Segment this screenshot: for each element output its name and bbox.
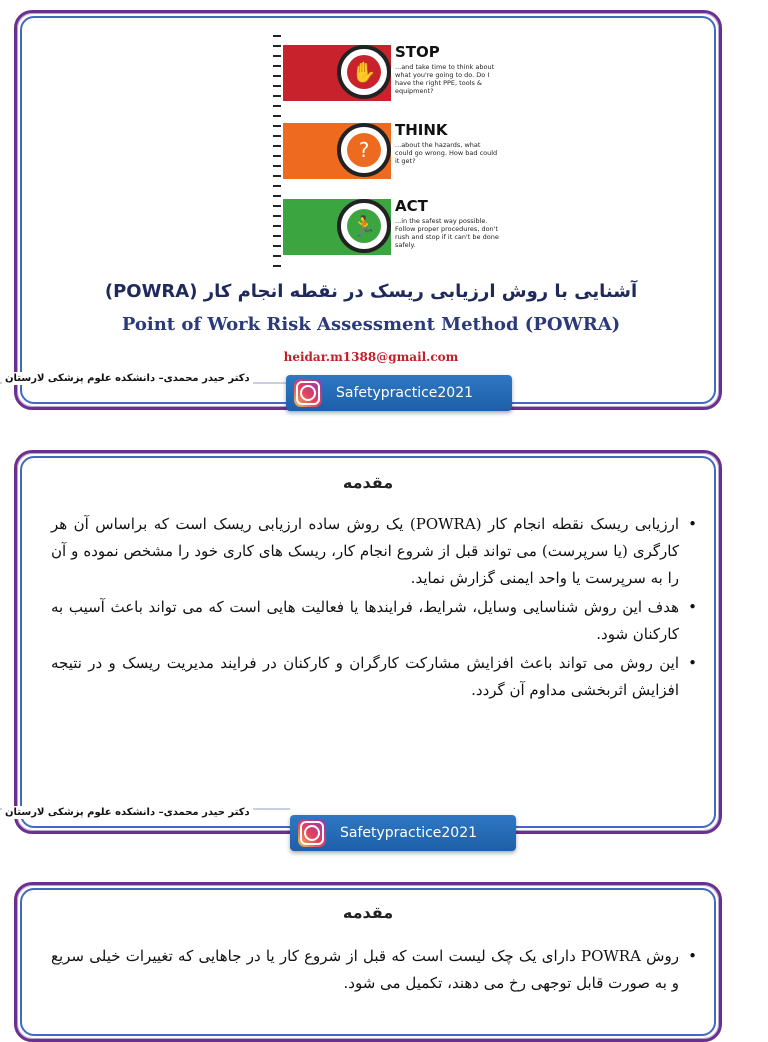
stop-band: [283, 39, 501, 109]
bullet-item: • این روش می تواند باعث افزایش مشارکت کارگران و کارکنان در فرایند مدیریت ریسک و در نتیجه افزایش اثربخشی مداوم آن گردد.: [51, 650, 699, 704]
think-band: [283, 117, 501, 187]
think-text: ...about the hazards, what could go wrong. How bad could it get?: [395, 141, 498, 165]
intro-slide: [14, 450, 722, 834]
stop-text: ...and take time to think about what you're going to do. Do I have the right PPE, tools & equipment?: [395, 63, 495, 95]
running-person-icon: 🏃: [347, 209, 381, 243]
instagram-icon: [298, 819, 326, 847]
bullet-item: • ارزیابی ریسک نقطه انجام کار (POWRA) یک روش ساده ارزیابی ریسک است که براساس آن هر کارگری (یا سرپرست) می تواند قبل از شروع انجام کار، ریسک های کاری خود را مشخص نموده و آن را به سرپرست یا واحد ایمنی گزارش نماید.: [51, 511, 699, 592]
title-english: Point of Work Risk Assessment Method (POWRA): [121, 314, 621, 335]
instagram-handle: Safetypractice2021: [340, 825, 478, 841]
bullet-list: [51, 511, 699, 706]
instagram-icon: [294, 379, 322, 407]
instagram-handle: Safetypractice2021: [336, 385, 474, 401]
instagram-badge[interactable]: [286, 375, 512, 411]
author-credit: دکتر حیدر محمدی– دانشکده علوم پزشکی لارستان: [2, 372, 253, 385]
spiral-binding: [273, 35, 281, 267]
bullet-item: • روش POWRA دارای یک چک لیست است که قبل از شروع کار یا در جاهایی که تغییرات خیلی سریع و به صورت قابل توجهی رخ می دهند، تکمیل می شود.: [51, 943, 699, 997]
stop-title: STOP: [395, 43, 440, 61]
title-persian: آشنایی با روش ارزیابی ریسک در نقطه انجام کار (POWRA): [104, 281, 638, 302]
stop-circle: [337, 45, 391, 99]
bullet-item: • هدف این روش شناسایی وسایل، شرایط، فرایندها یا فعالیت هایی است که می تواند باعث آسیب به کارکنان شود.: [51, 594, 699, 648]
instagram-badge[interactable]: [290, 815, 516, 851]
intro-slide-continued: [14, 882, 722, 1042]
act-band: [283, 193, 501, 263]
bullet-list: [51, 943, 699, 999]
act-text: ...in the safest way possible. Follow proper procedures, don't rush and stop if it can't be done safely.: [395, 217, 499, 249]
title-slide: [14, 10, 722, 410]
author-email: heidar.m1388@gmail.com: [283, 350, 459, 364]
stop-think-act-poster: [273, 35, 501, 267]
author-credit: دکتر حیدر محمدی– دانشکده علوم پزشکی لارستان: [2, 806, 253, 819]
head-question-icon: ?: [347, 133, 381, 167]
slide-heading: مقدمه: [342, 903, 394, 922]
slide-heading: مقدمه: [342, 473, 394, 492]
think-circle: [337, 123, 391, 177]
act-circle: [337, 199, 391, 253]
think-title: THINK: [395, 121, 448, 139]
hand-icon: ✋: [347, 55, 381, 89]
act-title: ACT: [395, 197, 428, 215]
